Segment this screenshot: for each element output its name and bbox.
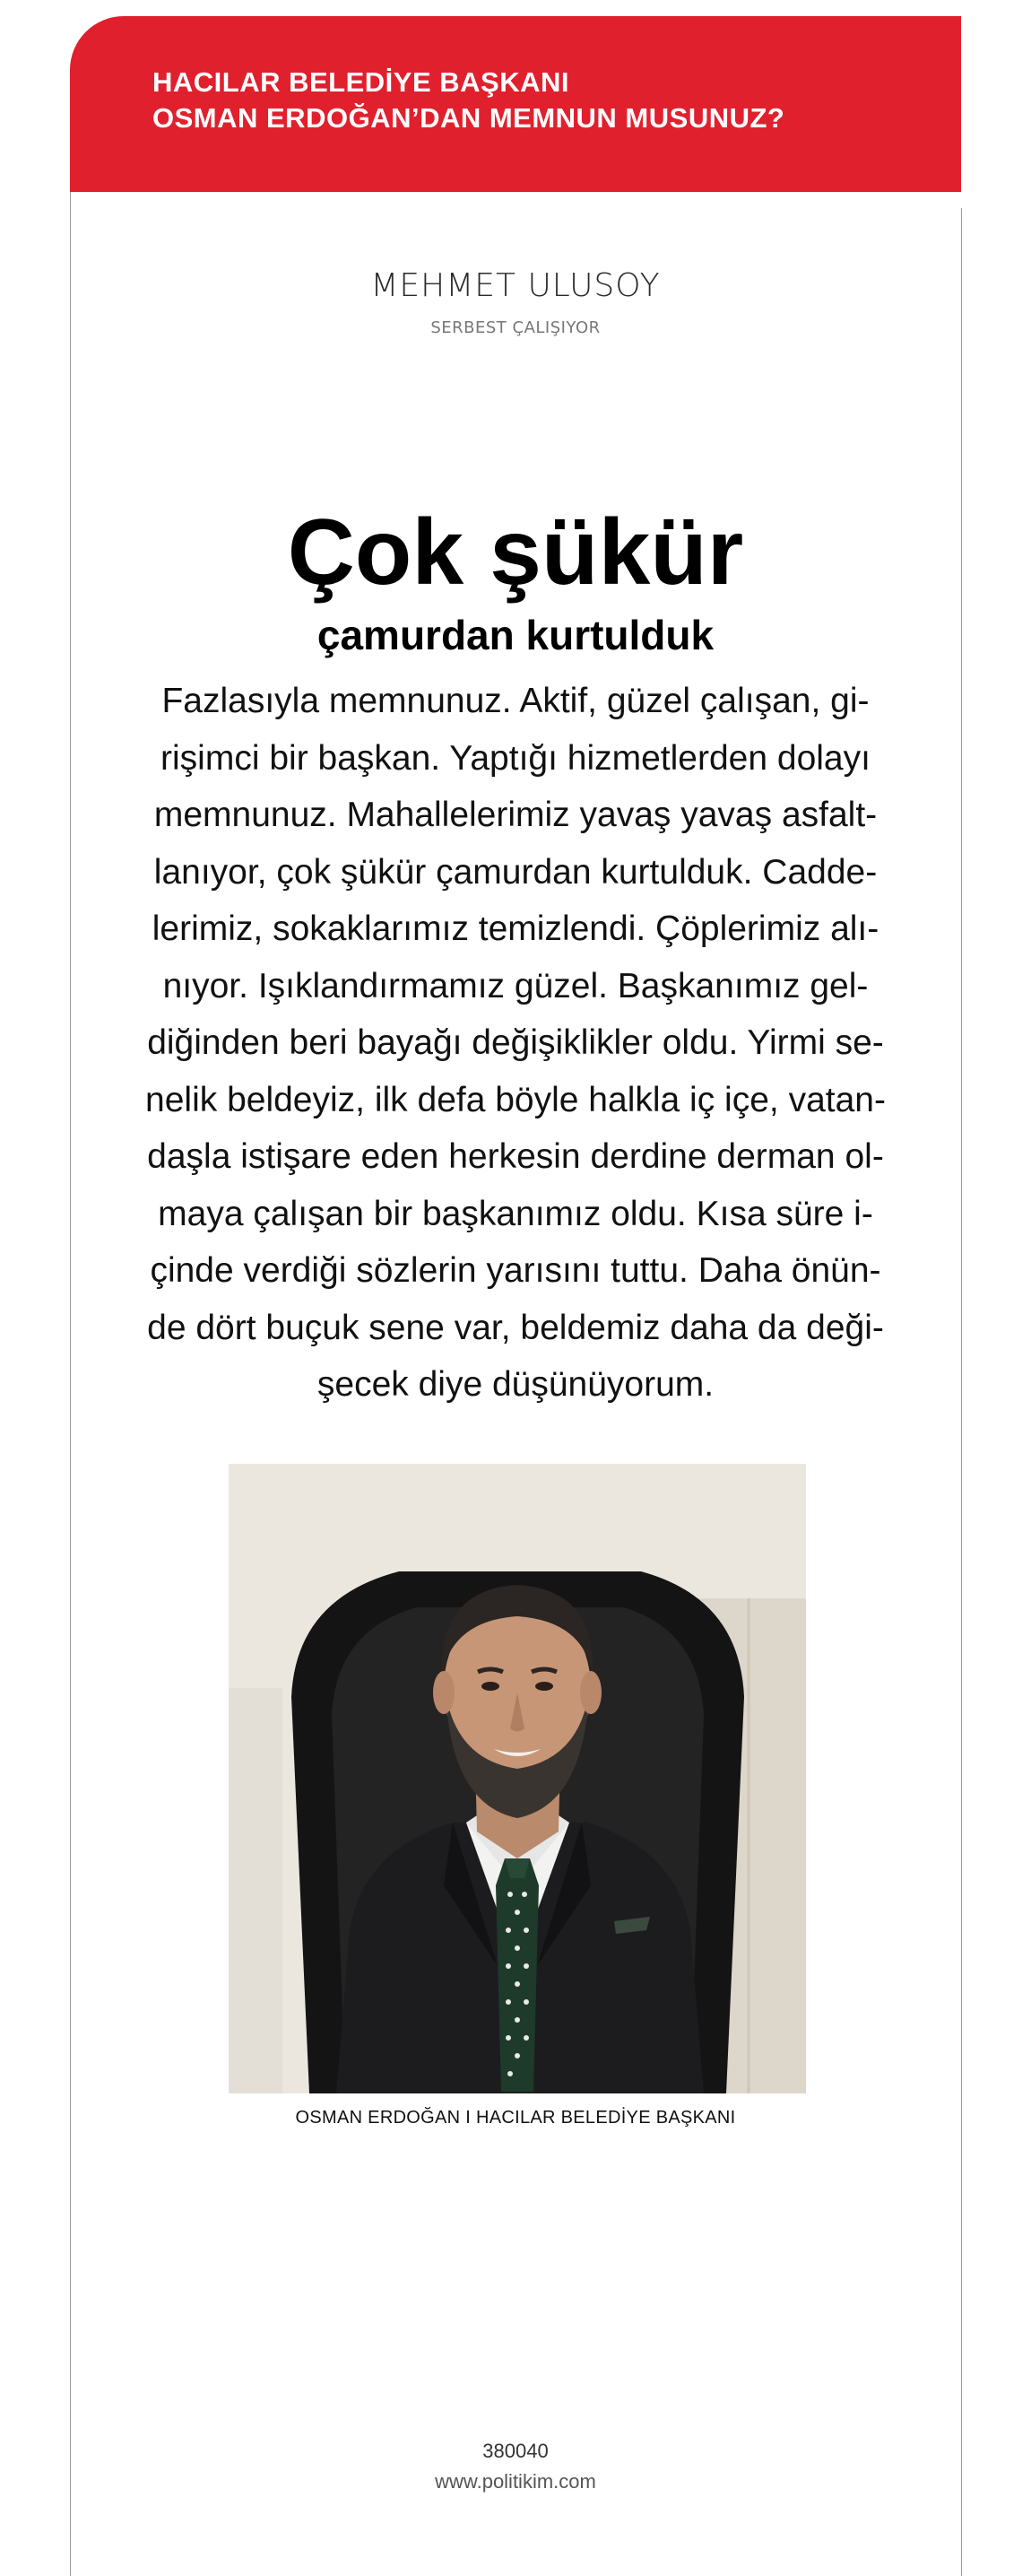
body-line: de dört buçuk sene var, beldemiz daha da deği- (147, 1308, 884, 1347)
banner-title-line-1: HACILAR BELEDİYE BAŞKANI (152, 66, 569, 98)
body-line: diğinden beri bayağı değişiklikler oldu. Yirmi se- (147, 1023, 884, 1062)
author-occupation: SERBEST ÇALIŞIYOR (430, 318, 601, 337)
body-line: çinde verdiği sözlerin yarısını tuttu. Daha önün- (150, 1251, 881, 1290)
photo-caption: OSMAN ERDOĞAN I HACILAR BELEDİYE BAŞKANI (295, 2108, 736, 2128)
author-name: MEHMET ULUSOY (370, 267, 661, 304)
body-line: nelik beldeyiz, ilk defa böyle halkla iç içe, vatan- (145, 1080, 886, 1119)
article-headline: Çok şükür (287, 500, 744, 605)
body-line: maya çalışan bir başkanımız oldu. Kısa süre i- (158, 1194, 873, 1233)
banner-title-line-2: OSMAN ERDOĞAN’DAN MEMNUN MUSUNUZ? (152, 102, 785, 134)
body-line: lanıyor, çok şükür çamurdan kurtulduk. Cadde- (153, 852, 878, 892)
article-body (126, 673, 905, 1414)
portrait-photo (229, 1464, 806, 2093)
header-banner (70, 16, 961, 192)
body-line: nıyor. Işıklandırmamız güzel. Başkanımız gel- (162, 966, 869, 1005)
body-line: şecek diye düşünüyorum. (316, 1365, 715, 1404)
body-line: daşla istişare eden herkesin derdine derman ol- (147, 1137, 884, 1176)
footer-code: 380040 (482, 2440, 549, 2462)
body-line: rişimci bir başkan. Yaptığı hizmetlerden dolayı (160, 738, 871, 778)
footer-website: www.politikim.com (435, 2470, 596, 2493)
body-line: lerimiz, sokaklarımız temizlendi. Çöplerimiz alı- (152, 909, 879, 948)
article-subheadline: çamurdan kurtulduk (316, 612, 715, 658)
body-line: Fazlasıyla memnunuz. Aktif, güzel çalışan, gi- (161, 682, 870, 720)
body-line: memnunuz. Mahallelerimiz yavaş yavaş asfalt- (153, 796, 878, 834)
